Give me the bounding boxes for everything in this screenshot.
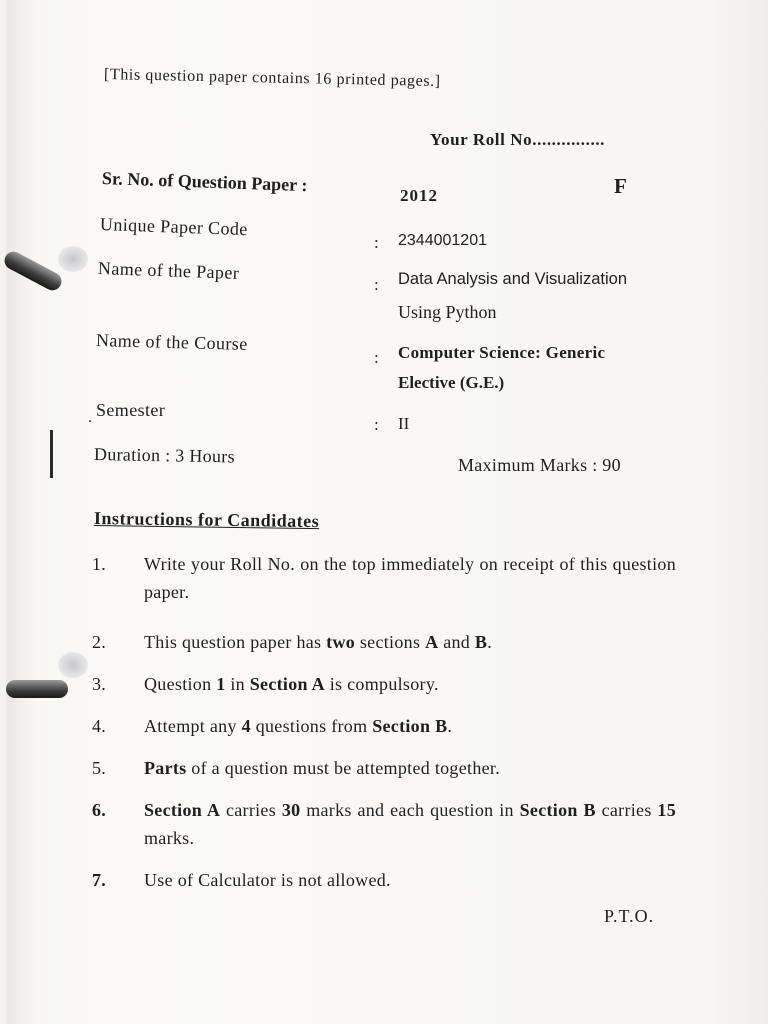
question-paper-page xyxy=(6,0,768,1024)
instruction-text: This question paper has two sections A and B. xyxy=(144,632,493,652)
instruction-text: Use of Calculator is not allowed. xyxy=(144,870,391,890)
instruction-number: 3. xyxy=(92,674,107,694)
instruction-number: 4. xyxy=(92,716,107,736)
instruction-text: Question 1 in Section A is compulsory. xyxy=(144,674,439,694)
maximum-marks: Maximum Marks : 90 xyxy=(458,455,621,475)
colon: : xyxy=(374,415,379,434)
paper-name-label: Name of the Paper xyxy=(97,258,240,283)
sr-no-label: Sr. No. of Question Paper : xyxy=(101,168,308,196)
instruction-number: 7. xyxy=(92,870,107,890)
paper-set-letter: F xyxy=(614,174,627,198)
paper-name-line-2: Using Python xyxy=(398,302,497,322)
instructions-heading: Instructions for Candidates xyxy=(93,508,320,532)
punch-hole-shadow xyxy=(58,652,88,678)
instruction-number: 6. xyxy=(92,800,107,820)
stray-dot: . xyxy=(88,409,92,426)
instruction-text: Write your Roll No. on the top immediately on receipt of this question paper. xyxy=(144,554,676,602)
punch-hole-shadow xyxy=(58,246,88,272)
instruction-text: Parts of a question must be attempted together. xyxy=(144,758,501,778)
paper-name-line-1: Data Analysis and Visualization xyxy=(398,270,628,288)
duration: Duration : 3 Hours xyxy=(93,444,236,467)
instruction-number: 1. xyxy=(92,554,107,574)
course-name-line-1: Computer Science: Generic xyxy=(398,343,606,362)
margin-mark xyxy=(50,430,53,478)
please-turn-over: P.T.O. xyxy=(604,906,655,926)
unique-code-label: Unique Paper Code xyxy=(99,214,249,240)
binder-ring-icon xyxy=(1,248,64,293)
semester-value: II xyxy=(398,414,410,433)
roll-number-field: Your Roll No............... xyxy=(430,130,606,149)
colon: : xyxy=(374,348,379,367)
sr-no-value: 2012 xyxy=(400,186,438,205)
pages-note: [This question paper contains 16 printed pages.] xyxy=(103,66,441,91)
instruction-number: 2. xyxy=(92,632,107,652)
instruction-text: Attempt any 4 questions from Section B. xyxy=(144,716,453,736)
course-name-label: Name of the Course xyxy=(95,330,248,354)
semester-label: Semester xyxy=(96,400,166,420)
colon: : xyxy=(374,275,379,294)
course-name-line-2: Elective (G.E.) xyxy=(398,373,505,392)
binder-ring-icon xyxy=(6,680,68,698)
instruction-text: Section A carries 30 marks and each question in Section B carries 15 marks. xyxy=(144,800,677,848)
colon: : xyxy=(374,233,379,252)
instruction-number: 5. xyxy=(92,758,107,778)
unique-code-value: 2344001201 xyxy=(398,232,487,249)
